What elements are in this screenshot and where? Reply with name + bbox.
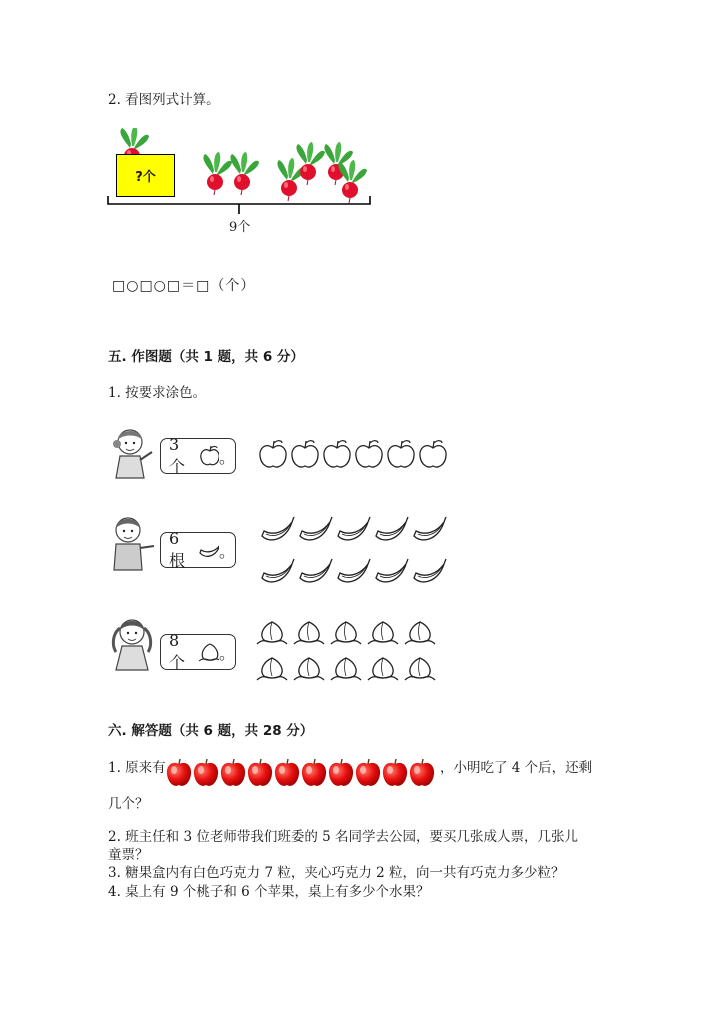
peach-2 [294, 622, 324, 644]
apple-3 [324, 441, 350, 467]
question-2-label: 2. 看图列式计算。 [108, 92, 220, 108]
banana-grid [258, 512, 452, 594]
red-apple-6 [302, 759, 326, 786]
count-text-row-1: 3 个 [169, 435, 186, 476]
bubble-row-1: 3 个 。 [160, 438, 236, 474]
banana-5 [414, 517, 446, 540]
red-apple-7 [329, 759, 353, 786]
boy-avatar [106, 512, 158, 574]
apple-strip [164, 752, 440, 792]
banana-9 [376, 559, 408, 582]
apple-1 [260, 441, 286, 467]
count-text-row-2: 6 根 [169, 529, 186, 570]
peach-icon [198, 641, 219, 663]
banana-3 [338, 517, 370, 540]
peach-grid [254, 616, 444, 688]
total-label: 9个 [229, 220, 251, 235]
banana-icon [198, 539, 219, 561]
radish-4 [296, 142, 325, 185]
section-five-item: 1. 按要求涂色。 [108, 385, 207, 401]
peach-5 [405, 622, 435, 644]
red-apple-2 [194, 759, 218, 786]
red-apple-4 [248, 759, 272, 786]
question-1-line2: 几个？ [108, 796, 149, 812]
banana-8 [338, 559, 370, 582]
section-five-heading: 五. 作图题（共 1 题，共 6 分） [108, 349, 304, 365]
brace-line [108, 196, 370, 204]
question-3: 3. 糖果盒内有白色巧克力 7 粒，夹心巧克力 2 粒，向一共有巧克力多少粒？ [108, 865, 565, 881]
apple-icon [199, 445, 219, 467]
banana-7 [300, 559, 332, 582]
banana-4 [376, 517, 408, 540]
peach-6 [257, 658, 287, 680]
radish-2 [230, 152, 259, 195]
radish-6 [338, 160, 367, 203]
peach-9 [368, 658, 398, 680]
peach-8 [331, 658, 361, 680]
apple-6 [420, 441, 446, 467]
question-4: 4. 桌上有 9 个桃子和 6 个苹果，桌上有多少个水果？ [108, 884, 430, 900]
bubble-row-3: 8 个 。 [160, 634, 236, 670]
red-apple-10 [410, 759, 434, 786]
banana-10 [414, 559, 446, 582]
girl-avatar-1 [108, 422, 156, 484]
peach-3 [331, 622, 361, 644]
red-apple-1 [167, 759, 191, 786]
apple-2 [292, 441, 318, 467]
question-1-prefix: 1. 原来有 [108, 760, 166, 776]
red-apple-8 [356, 759, 380, 786]
equation-template: □○□○□＝□（个） [112, 278, 256, 294]
banana-1 [262, 517, 294, 540]
apple-row [256, 436, 450, 472]
question-2-line1: 2. 班主任和 3 位老师带我们班委的 5 名同学去公园，要买几张成人票，几张儿 [108, 829, 579, 845]
peach-10 [405, 658, 435, 680]
bubble-row-2: 6 根 。 [160, 532, 236, 568]
red-apple-5 [275, 759, 299, 786]
peach-4 [368, 622, 398, 644]
banana-6 [262, 559, 294, 582]
count-text-row-3: 8 个 [169, 631, 186, 672]
peach-7 [294, 658, 324, 680]
banana-2 [300, 517, 332, 540]
radish-3 [277, 158, 306, 201]
apple-5 [388, 441, 414, 467]
girl-avatar-2 [108, 612, 158, 674]
question-2-line2: 童票？ [108, 847, 149, 863]
red-apple-9 [383, 759, 407, 786]
section-six-heading: 六. 解答题（共 6 题，共 28 分） [108, 723, 314, 739]
red-apple-3 [221, 759, 245, 786]
question-1-suffix: ，小明吃了 4 个后，还剩 [440, 760, 593, 776]
unknown-count-box: ?个 [116, 154, 175, 197]
apple-4 [356, 441, 382, 467]
radish-1 [203, 152, 232, 195]
peach-1 [257, 622, 287, 644]
